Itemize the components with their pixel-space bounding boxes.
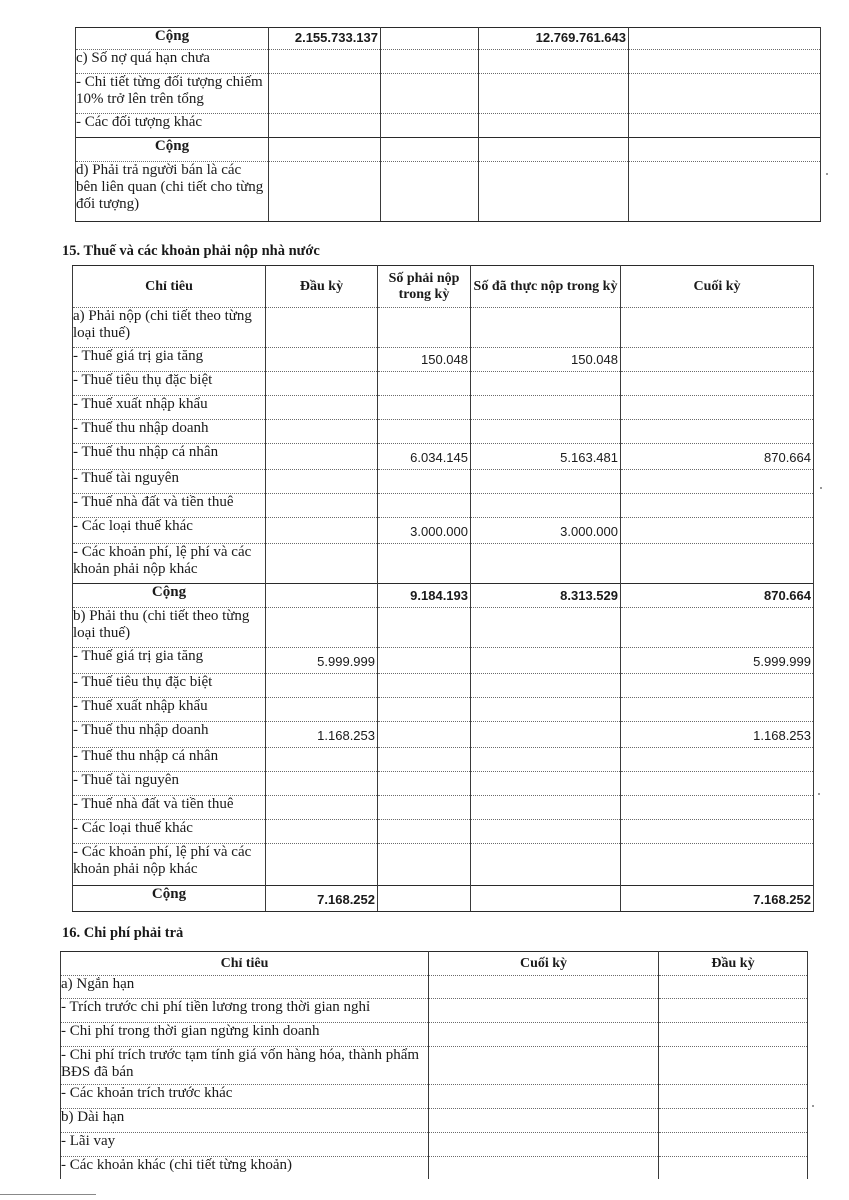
table-row <box>61 1047 808 1085</box>
row-label: - Trích trước chi phí tiền lương trong thời gian nghỉ <box>61 999 429 1023</box>
cell-phai-nop <box>378 886 471 912</box>
cell-dau-ky <box>266 748 378 772</box>
cell-phai-nop <box>378 608 471 648</box>
row-label: d) Phải trả người bán là các bên liên quan (chi tiết cho từng đối tượng) <box>76 162 269 222</box>
table-row <box>73 748 814 772</box>
cell-dau-ky <box>266 518 378 544</box>
cell-dau-ky <box>659 1157 808 1179</box>
table-row <box>73 372 814 396</box>
cell-dau-ky <box>659 976 808 999</box>
cell-phai-nop <box>378 674 471 698</box>
cell-phai-nop <box>378 396 471 420</box>
table-row <box>73 444 814 470</box>
cell-cuoi-ky <box>621 308 814 348</box>
row-label: - Các khoản phí, lệ phí và các khoản phải nộp khác <box>73 544 266 584</box>
cell-cuoi-ky <box>429 1157 659 1179</box>
cell-dau-ky <box>266 698 378 722</box>
row-label: - Các khoản phí, lệ phí và các khoản phải nộp khác <box>73 844 266 886</box>
cell-cuoi-ky <box>621 844 814 886</box>
cell-value <box>381 162 479 222</box>
cell-phai-nop <box>378 470 471 494</box>
cell-value <box>381 50 479 74</box>
cell-da-nop <box>471 494 621 518</box>
cell-value <box>381 74 479 114</box>
cell-dau-ky <box>266 796 378 820</box>
cell-da-nop <box>471 772 621 796</box>
cell-phai-nop <box>378 648 471 674</box>
cell-da-nop <box>471 420 621 444</box>
cell-cuoi-ky: 7.168.252 <box>621 886 814 912</box>
table-row <box>73 722 814 748</box>
row-label: b) Phải thu (chi tiết theo từng loại thuế) <box>73 608 266 648</box>
table-row <box>73 494 814 518</box>
table-row <box>73 544 814 584</box>
cell-phai-nop: 6.034.145 <box>378 444 471 470</box>
cell-cuoi-ky <box>621 348 814 372</box>
cell-phai-nop <box>378 544 471 584</box>
cell-phai-nop: 150.048 <box>378 348 471 372</box>
cell-dau-ky: 1.168.253 <box>266 722 378 748</box>
row-label: - Thuế thu nhập cá nhân <box>73 748 266 772</box>
cell-da-nop <box>471 544 621 584</box>
col-header-dau-ky: Đầu kỳ <box>659 952 808 976</box>
table-row <box>61 1157 808 1179</box>
cell-value <box>381 28 479 50</box>
cell-value <box>479 74 629 114</box>
table-row <box>61 1023 808 1047</box>
row-label: - Thuế nhà đất và tiền thuê <box>73 494 266 518</box>
row-label: - Các loại thuế khác <box>73 518 266 544</box>
cell-da-nop: 8.313.529 <box>471 584 621 608</box>
table-header-row <box>73 266 814 308</box>
table-row <box>73 772 814 796</box>
cell-value <box>629 50 821 74</box>
table-header-row <box>61 952 808 976</box>
cell-cuoi-ky <box>621 518 814 544</box>
cell-da-nop <box>471 470 621 494</box>
table-row <box>76 50 821 74</box>
cell-da-nop <box>471 648 621 674</box>
row-label: - Thuế tài nguyên <box>73 772 266 796</box>
table-row <box>73 348 814 372</box>
row-label: - Thuế xuất nhập khẩu <box>73 698 266 722</box>
section-15-title: 15. Thuế và các khoản phải nộp nhà nước <box>62 243 320 259</box>
cell-da-nop <box>471 722 621 748</box>
table-row <box>73 698 814 722</box>
cell-phai-nop <box>378 796 471 820</box>
col-header-dau-ky: Đầu kỳ <box>266 266 378 308</box>
cell-value <box>381 114 479 138</box>
cell-cuoi-ky <box>429 1109 659 1133</box>
row-label: - Thuế thu nhập doanh <box>73 722 266 748</box>
cell-phai-nop <box>378 308 471 348</box>
cell-phai-nop <box>378 844 471 886</box>
cell-cuoi-ky: 870.664 <box>621 584 814 608</box>
row-label: - Thuế tiêu thụ đặc biệt <box>73 372 266 396</box>
row-label: - Thuế xuất nhập khẩu <box>73 396 266 420</box>
cell-cuoi-ky <box>621 372 814 396</box>
table-row <box>76 162 821 222</box>
row-label: - Thuế tài nguyên <box>73 470 266 494</box>
cell-da-nop <box>471 698 621 722</box>
cell-phai-nop <box>378 820 471 844</box>
cell-da-nop <box>471 396 621 420</box>
cell-phai-nop <box>378 772 471 796</box>
cell-cuoi-ky <box>429 1047 659 1085</box>
cell-cuoi-ky <box>621 420 814 444</box>
table-row <box>61 1133 808 1157</box>
cell-phai-nop <box>378 494 471 518</box>
cell-cuoi-ky <box>621 820 814 844</box>
cell-dau-ky <box>659 1023 808 1047</box>
col-header-so-da-nop: Số đã thực nộp trong kỳ <box>471 266 621 308</box>
table-row <box>73 796 814 820</box>
cell-value <box>479 50 629 74</box>
cell-phai-nop <box>378 748 471 772</box>
col-header-chi-tieu: Chỉ tiêu <box>61 952 429 976</box>
cell-cuoi-ky: 5.999.999 <box>621 648 814 674</box>
row-label: - Các đối tượng khác <box>76 114 269 138</box>
row-label: - Thuế giá trị gia tăng <box>73 648 266 674</box>
section-16-title: 16. Chi phí phải trả <box>62 925 184 941</box>
table-row <box>73 308 814 348</box>
row-label: - Thuế tiêu thụ đặc biệt <box>73 674 266 698</box>
cell-dau-ky <box>266 608 378 648</box>
row-label: - Chi phí trích trước tạm tính giá vốn hàng hóa, thành phẩm BĐS đã bán <box>61 1047 429 1085</box>
cell-da-nop <box>471 674 621 698</box>
table-row <box>76 114 821 138</box>
cell-phai-nop <box>378 698 471 722</box>
cell-dau-ky <box>266 674 378 698</box>
cell-value <box>269 74 381 114</box>
table-row <box>73 844 814 886</box>
table-row-total <box>73 584 814 608</box>
row-label: - Thuế thu nhập cá nhân <box>73 444 266 470</box>
cell-cuoi-ky <box>621 772 814 796</box>
cell-cuoi-ky <box>621 796 814 820</box>
table-row <box>61 976 808 999</box>
table-row <box>61 1109 808 1133</box>
cell-dau-ky <box>266 820 378 844</box>
table-row-total <box>73 886 814 912</box>
cell-value <box>479 162 629 222</box>
row-label: - Chi tiết từng đối tượng chiếm 10% trở lên trên tổng <box>76 74 269 114</box>
cell-dau-ky <box>659 1047 808 1085</box>
table-row <box>73 470 814 494</box>
cell-dau-ky: 7.168.252 <box>266 886 378 912</box>
cell-cuoi-ky <box>429 1133 659 1157</box>
table-row-total <box>76 138 821 162</box>
cell-cuoi-ky <box>429 999 659 1023</box>
cell-cuoi-ky <box>621 748 814 772</box>
row-label: - Thuế giá trị gia tăng <box>73 348 266 372</box>
table-row <box>73 608 814 648</box>
table-row <box>73 396 814 420</box>
cell-cuoi-ky: 870.664 <box>621 444 814 470</box>
cell-dau-ky <box>659 1109 808 1133</box>
row-label: - Thuế nhà đất và tiền thuê <box>73 796 266 820</box>
cell-da-nop <box>471 886 621 912</box>
cell-cuoi-ky: 1.168.253 <box>621 722 814 748</box>
cell-cuoi-ky <box>621 698 814 722</box>
row-label: - Các loại thuế khác <box>73 820 266 844</box>
cell-cuoi-ky <box>621 494 814 518</box>
row-label: a) Phải nộp (chi tiết theo từng loại thuế) <box>73 308 266 348</box>
cell-da-nop <box>471 372 621 396</box>
cell-value <box>269 162 381 222</box>
cell-phai-nop <box>378 372 471 396</box>
cell-dau-ky <box>266 844 378 886</box>
cell-dau-ky <box>659 1085 808 1109</box>
cell-da-nop: 3.000.000 <box>471 518 621 544</box>
row-label: c) Số nợ quá hạn chưa <box>76 50 269 74</box>
row-label: - Các khoản trích trước khác <box>61 1085 429 1109</box>
row-label: Cộng <box>76 138 269 162</box>
cell-dau-ky <box>266 348 378 372</box>
cell-dau-ky <box>266 772 378 796</box>
cell-dau-ky <box>266 308 378 348</box>
col-header-cuoi-ky: Cuối kỳ <box>621 266 814 308</box>
col-header-so-phai-nop: Số phải nộp trong kỳ <box>378 266 471 308</box>
cell-da-nop <box>471 308 621 348</box>
cell-cuoi-ky <box>429 1023 659 1047</box>
cell-cuoi-ky <box>621 396 814 420</box>
table-row <box>73 420 814 444</box>
cell-cuoi-ky <box>621 608 814 648</box>
cell-dau-ky <box>266 494 378 518</box>
cell-value <box>629 162 821 222</box>
row-label: a) Ngắn hạn <box>61 976 429 999</box>
table-row <box>73 518 814 544</box>
cell-dau-ky <box>266 470 378 494</box>
row-label: Cộng <box>73 584 266 608</box>
cell-value: 2.155.733.137 <box>269 28 381 50</box>
cell-value <box>269 114 381 138</box>
col-header-cuoi-ky: Cuối kỳ <box>429 952 659 976</box>
cell-dau-ky: 5.999.999 <box>266 648 378 674</box>
table-row <box>61 999 808 1023</box>
row-label: - Các khoản khác (chi tiết từng khoản) <box>61 1157 429 1179</box>
cell-dau-ky <box>266 372 378 396</box>
cell-dau-ky <box>659 1133 808 1157</box>
cell-value <box>479 138 629 162</box>
table-row <box>73 674 814 698</box>
scan-speck <box>812 1105 814 1107</box>
cell-da-nop <box>471 796 621 820</box>
row-label: Cộng <box>76 28 269 50</box>
row-label: b) Dài hạn <box>61 1109 429 1133</box>
cell-phai-nop: 9.184.193 <box>378 584 471 608</box>
cell-da-nop: 5.163.481 <box>471 444 621 470</box>
cell-value <box>629 74 821 114</box>
tax-payables-table <box>72 265 814 912</box>
row-label: - Lãi vay <box>61 1133 429 1157</box>
cell-da-nop <box>471 820 621 844</box>
scan-speck <box>826 173 828 175</box>
scan-speck <box>820 487 822 489</box>
table-row <box>61 1085 808 1109</box>
cell-value <box>629 28 821 50</box>
cell-value: 12.769.761.643 <box>479 28 629 50</box>
cell-cuoi-ky <box>429 976 659 999</box>
cell-phai-nop <box>378 722 471 748</box>
cell-value <box>479 114 629 138</box>
table-row <box>73 820 814 844</box>
cell-dau-ky <box>266 544 378 584</box>
cell-value <box>269 138 381 162</box>
cell-dau-ky <box>266 396 378 420</box>
cell-value <box>629 138 821 162</box>
accrued-expenses-table <box>60 951 808 1179</box>
cell-dau-ky <box>266 420 378 444</box>
cell-value <box>629 114 821 138</box>
cell-value <box>381 138 479 162</box>
cell-da-nop <box>471 748 621 772</box>
table-row <box>76 74 821 114</box>
table-row-total <box>76 28 821 50</box>
table-row <box>73 648 814 674</box>
cell-dau-ky <box>659 999 808 1023</box>
cell-cuoi-ky <box>621 544 814 584</box>
payables-table-continued <box>75 27 821 222</box>
cell-value <box>269 50 381 74</box>
cell-da-nop <box>471 844 621 886</box>
cell-cuoi-ky <box>429 1085 659 1109</box>
cell-phai-nop: 3.000.000 <box>378 518 471 544</box>
cell-phai-nop <box>378 420 471 444</box>
row-label: Cộng <box>73 886 266 912</box>
footer-rule <box>0 1194 96 1195</box>
row-label: - Chi phí trong thời gian ngừng kinh doanh <box>61 1023 429 1047</box>
cell-da-nop <box>471 608 621 648</box>
scan-speck <box>818 793 820 795</box>
row-label: - Thuế thu nhập doanh <box>73 420 266 444</box>
cell-cuoi-ky <box>621 674 814 698</box>
cell-dau-ky <box>266 444 378 470</box>
cell-dau-ky <box>266 584 378 608</box>
cell-da-nop: 150.048 <box>471 348 621 372</box>
col-header-chi-tieu: Chỉ tiêu <box>73 266 266 308</box>
cell-cuoi-ky <box>621 470 814 494</box>
